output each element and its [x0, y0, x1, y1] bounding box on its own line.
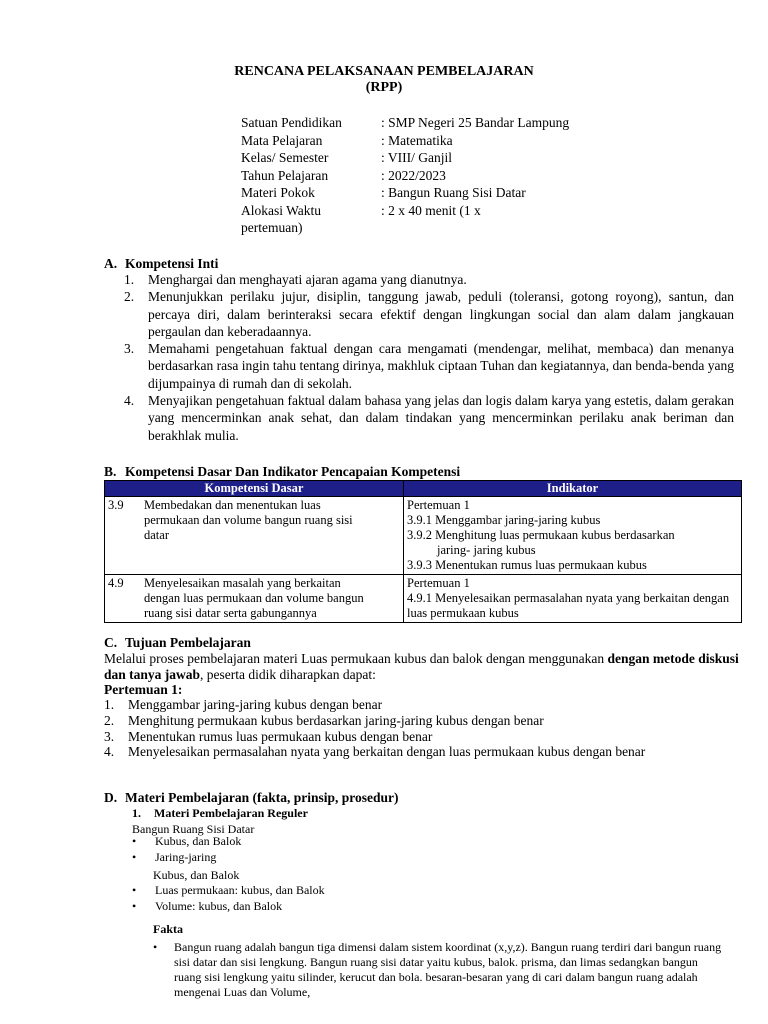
subsection-heading	[132, 806, 308, 821]
list-number: 2.	[104, 712, 115, 728]
identity-value: : 2022/2023	[381, 167, 446, 183]
table-header-row	[105, 481, 742, 497]
section-title: Materi Pembelajaran (fakta, prinsip, prosedur)	[125, 790, 399, 805]
list-text: Menghitung permukaan kubus berdasarkan jaring-jaring kubus dengan benar	[128, 712, 544, 728]
kd-content	[108, 498, 400, 543]
list-item	[104, 744, 744, 760]
bullet-icon: •	[132, 850, 137, 864]
table-cell-kd	[105, 575, 404, 623]
section-title: Tujuan Pembelajaran	[125, 635, 251, 650]
bullet-icon: •	[153, 940, 158, 954]
identity-label: pertemuan)	[241, 220, 303, 235]
intro-bold-text: dengan metode diskusi dan tanya jawab	[104, 651, 739, 682]
section-a-heading	[104, 256, 218, 272]
identity-row	[241, 149, 581, 167]
list-text: Memahami pengetahuan faktual dengan cara mengamati (mendengar, melihat, membaca) dan menanya berdasarkan rasa ingin tahu tentang dirinya, makhluk ciptaan Tuhan dan kegiatannya, dan benda-benda yang dijumpainya di rumah dan di sekolah.	[148, 341, 734, 391]
indikator-item: 3.9.2 Menghitung luas permukaan kubus berdasarkan	[407, 528, 675, 542]
list-item	[124, 392, 734, 444]
table-cell-kd	[105, 497, 404, 575]
list-number: 3.	[104, 728, 115, 744]
list-item	[132, 833, 241, 849]
meeting-heading: Pertemuan 1:	[104, 682, 183, 697]
subsection-number: 1.	[132, 806, 141, 820]
fakta-heading: Fakta	[153, 922, 183, 936]
kd-code: 4.9	[108, 576, 124, 590]
materi-bullets	[132, 833, 241, 865]
identity-value: : SMP Negeri 25 Bandar Lampung	[381, 115, 570, 130]
list-item	[104, 697, 744, 713]
table-cell-indikator	[404, 497, 742, 575]
identity-row	[241, 114, 581, 132]
identity-label: Alokasi Waktu	[241, 202, 322, 218]
materi-bullets-2	[132, 882, 325, 914]
bullet-icon: •	[132, 899, 137, 913]
section-c-heading	[104, 635, 251, 651]
indikator-title: Pertemuan 1	[407, 576, 470, 590]
bullet-icon: •	[132, 834, 137, 848]
indikator-item-continued: jaring- jaring kubus	[437, 543, 536, 557]
list-text: Menyajikan pengetahuan faktual dalam bahasa yang jelas dan logis dalam karya yang estetis, dalam gerakan yang mencerminkan anak sehat, dan dalam tindakan yang mencerminkan perilaku anak beriman dan berakhlak mulia.	[148, 393, 734, 443]
list-item	[124, 288, 734, 340]
list-item	[132, 882, 325, 898]
indikator-item: 4.9.1 Menyelesaikan permasalahan nyata yang berkaitan dengan luas permukaan kubus	[407, 591, 730, 620]
kd-content	[108, 576, 400, 621]
materi-sub-text: Kubus, dan Balok	[153, 868, 240, 882]
list-number: 1.	[104, 697, 115, 712]
fakta-paragraph	[153, 940, 728, 1000]
identity-label: Mata Pelajaran	[241, 132, 323, 148]
identity-row	[241, 132, 581, 150]
list-item	[132, 849, 241, 865]
identity-value	[381, 219, 581, 237]
column-header-indikator: Indikator	[404, 481, 742, 497]
identity-row	[241, 219, 581, 237]
list-item	[104, 729, 744, 745]
identity-label: Materi Pokok	[241, 185, 315, 200]
column-header-kd: Kompetensi Dasar	[105, 481, 404, 497]
identity-value: : VIII/ Ganjil	[381, 150, 452, 165]
document-subtitle: (RPP)	[365, 80, 403, 95]
list-number: 2.	[124, 289, 135, 305]
list-text: Luas permukaan: kubus, dan Balok	[155, 883, 325, 897]
list-text: Menghargai dan menghayati ajaran agama yang dianutnya.	[148, 272, 467, 287]
list-item	[124, 340, 734, 392]
identity-label: Kelas/ Semester	[241, 150, 329, 165]
identity-label: Satuan Pendidikan	[241, 115, 342, 130]
identity-value: : 2 x 40 menit (1 x	[381, 202, 481, 218]
list-text: Volume: kubus, dan Balok	[155, 899, 283, 913]
kd-code: 3.9	[108, 498, 124, 512]
section-letter: A.	[104, 256, 118, 271]
materi-topic: Bangun Ruang Sisi Datar	[132, 822, 255, 836]
intro-text: Melalui proses pembelajaran materi Luas permukaan kubus dan balok dengan menggunakan	[104, 651, 608, 666]
identity-row	[241, 167, 581, 185]
indikator-item: 3.9.1 Menggambar jaring-jaring kubus	[407, 513, 601, 527]
list-text: Menyelesaikan permasalahan nyata yang berkaitan dengan luas permukaan kubus dengan benar	[128, 744, 646, 760]
identity-row	[241, 202, 581, 220]
list-item	[124, 271, 734, 288]
indikator-item: 3.9.3 Menentukan rumus luas permukaan kubus	[407, 558, 647, 572]
tujuan-intro	[104, 651, 744, 682]
list-text: Menentukan rumus luas permukaan kubus dengan benar	[128, 728, 433, 744]
list-text: Menunjukkan perilaku jujur, disiplin, tanggung jawab, peduli (toleransi, gotong royong), santun, dan percaya diri, dalam berinteraksi secara efektif dengan lingkungan social dan alam dalam jangkauan pergaulan dan keberadaannya.	[148, 289, 734, 339]
bullet-icon: •	[132, 883, 137, 897]
section-b-heading	[104, 464, 460, 480]
table-row	[105, 497, 742, 575]
kd-text: Menyelesaikan masalah yang berkaitan dengan luas permukaan dan volume bangun ruang sisi datar serta gabungannya	[144, 576, 364, 620]
section-letter: B.	[104, 464, 117, 479]
list-text: Jaring-jaring	[155, 850, 217, 864]
list-item	[104, 713, 744, 729]
kompetensi-dasar-table	[104, 480, 742, 623]
fakta-text: Bangun ruang adalah bangun tiga dimensi dalam sistem koordinat (x,y,z). Bangun ruang terdiri dari bangun ruang sisi datar dan sisi lengkung. Bangun ruang sisi datar yaitu kubus, balok. prisma, dan limas sedangkan bangun ruang sisi lengkung yaitu silinder, kerucut dan bola. besaran-besaran yang di cari dalam bangun ruang adalah mengenai Luas dan Volume,	[174, 940, 722, 999]
identity-label: Tahun Pelajaran	[241, 167, 329, 183]
list-number: 1.	[124, 272, 135, 287]
list-number: 4.	[124, 393, 135, 409]
identity-value: : Bangun Ruang Sisi Datar	[381, 185, 526, 200]
list-text: Kubus, dan Balok	[155, 834, 242, 848]
identity-table	[241, 114, 581, 237]
table-cell-indikator	[404, 575, 742, 623]
tujuan-list	[104, 697, 744, 760]
list-number: 3.	[124, 341, 135, 357]
section-title: Kompetensi Dasar Dan Indikator Pencapaian Kompetensi	[125, 464, 461, 479]
identity-row	[241, 184, 581, 202]
section-letter: D.	[104, 790, 118, 805]
document-title: RENCANA PELAKSANAAN PEMBELAJARAN	[234, 64, 534, 79]
indikator-title: Pertemuan 1	[407, 498, 470, 512]
subsection-title: Materi Pembelajaran Reguler	[154, 806, 308, 820]
intro-text-end: , peserta didik diharapkan dapat:	[200, 666, 376, 682]
section-letter: C.	[104, 635, 118, 650]
list-text: Menggambar jaring-jaring kubus dengan benar	[128, 697, 383, 712]
list-item	[132, 898, 325, 914]
kompetensi-inti-list	[124, 271, 734, 444]
section-d-heading	[104, 790, 398, 806]
table-row	[105, 575, 742, 623]
section-title: Kompetensi Inti	[125, 256, 219, 271]
kd-text: Membedakan dan menentukan luas permukaan dan volume bangun ruang sisi datar	[144, 498, 353, 542]
identity-value: : Matematika	[381, 132, 453, 148]
list-number: 4.	[104, 744, 115, 760]
